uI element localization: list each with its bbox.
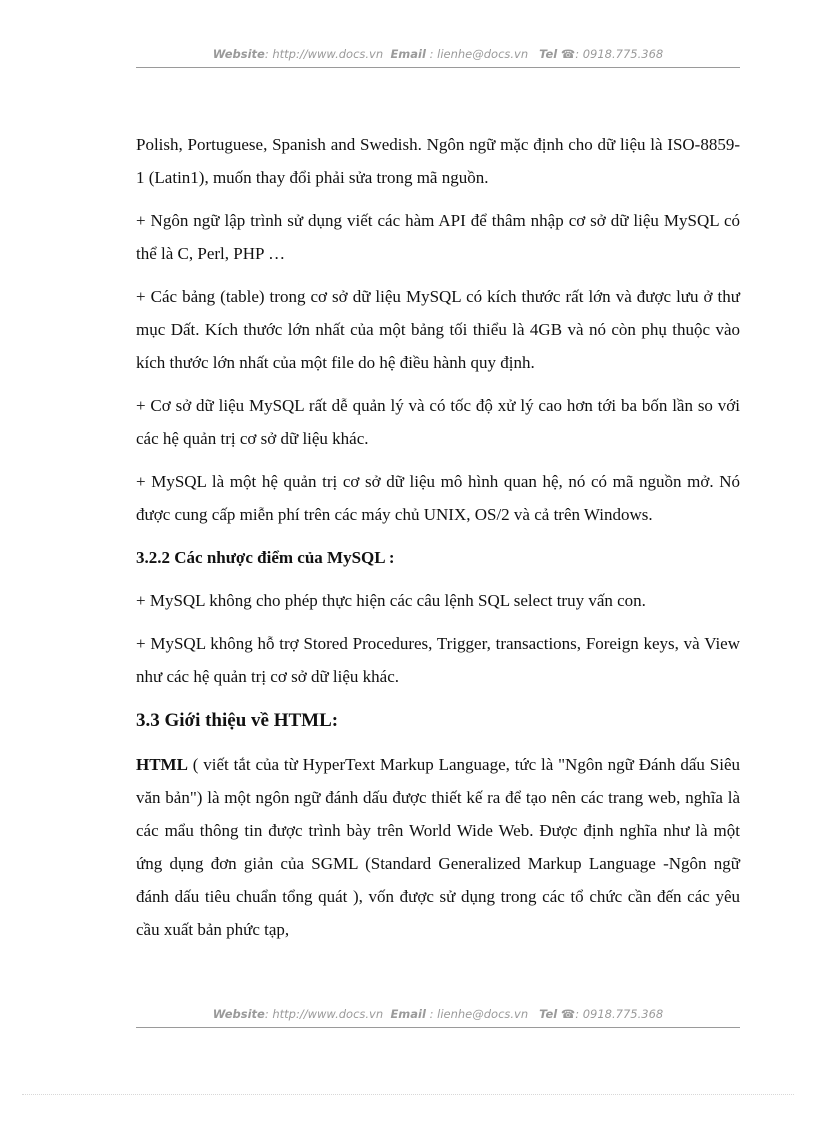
footer-tel-label: Tel	[539, 1007, 558, 1021]
paragraph: + MySQL không cho phép thực hiện các câu lệnh SQL select truy vấn con.	[136, 591, 646, 610]
section-heading-3-2-2: 3.2.2 Các nhược điểm của MySQL :	[136, 548, 395, 567]
header-tel-label: Tel	[539, 47, 558, 61]
section-heading-3-3: 3.3 Giới thiệu về HTML:	[136, 710, 339, 731]
header-website-label: Website	[212, 47, 265, 61]
header-email-label: Email	[390, 47, 426, 61]
header-rule	[136, 67, 740, 68]
page-bottom-divider	[22, 1094, 794, 1095]
footer-email-value: : lienhe@docs.vn	[425, 1007, 529, 1021]
footer-website-value: : http://www.docs.vn	[264, 1007, 384, 1021]
paragraph: + Các bảng (table) trong cơ sở dữ liệu MySQL có kích thước rất lớn và được lưu ở thư mục Dất. Kích thước lớn nhất của một bảng tối thiểu là 4GB và nó còn phụ thuộc vào kích thước lớn nhất của một file do hệ điều hành quy định.	[136, 287, 740, 372]
header-email-value: : lienhe@docs.vn	[425, 47, 529, 61]
phone-icon: ☎	[560, 1007, 576, 1021]
paragraph: + Ngôn ngữ lập trình sử dụng viết các hàm API để thâm nhập cơ sở dữ liệu MySQL có thể là C, Perl, PHP …	[136, 211, 740, 263]
page-footer	[136, 1007, 740, 1021]
footer-rule	[136, 1027, 740, 1028]
footer-email-label: Email	[390, 1007, 426, 1021]
paragraph: + Cơ sở dữ liệu MySQL rất dễ quản lý và có tốc độ xử lý cao hơn tới ba bốn lần so với các hệ quản trị cơ sở dữ liệu khác.	[136, 396, 740, 448]
html-term: HTML	[136, 755, 188, 774]
paragraph: + MySQL không hỗ trợ Stored Procedures, Trigger, transactions, Foreign keys, và View như các hệ quản trị cơ sở dữ liệu khác.	[136, 634, 740, 686]
document-body	[136, 128, 740, 956]
html-description: ( viết tắt của từ HyperText Markup Language, tức là "Ngôn ngữ Đánh dấu Siêu văn bản") là một ngôn ngữ đánh dấu được thiết kế ra để tạo nên các trang web, nghĩa là các mẩu thông tin được trình bày trên World Wide Web. Được định nghĩa như là một ứng dụng đơn giản của SGML (Standard Generalized Markup Language -Ngôn ngữ đánh dấu tiêu chuẩn tổng quát ), vốn được sử dụng trong các tổ chức cần đến các yêu cầu xuất bản phức tạp,	[136, 755, 740, 939]
paragraph-html	[136, 748, 740, 946]
header-tel-value: : 0918.775.368	[575, 47, 664, 61]
footer-website-label: Website	[212, 1007, 265, 1021]
paragraph: Polish, Portuguese, Spanish and Swedish. Ngôn ngữ mặc định cho dữ liệu là ISO-8859-1 (Latin1), muốn thay đổi phải sửa trong mã nguồn.	[136, 135, 740, 187]
header-website-value: : http://www.docs.vn	[264, 47, 384, 61]
page-header	[136, 47, 740, 61]
phone-icon: ☎	[560, 47, 576, 61]
paragraph: + MySQL là một hệ quản trị cơ sở dữ liệu mô hình quan hệ, nó có mã nguồn mở. Nó được cung cấp miễn phí trên các máy chủ UNIX, OS/2 và cả trên Windows.	[136, 472, 740, 524]
footer-tel-value: : 0918.775.368	[575, 1007, 664, 1021]
